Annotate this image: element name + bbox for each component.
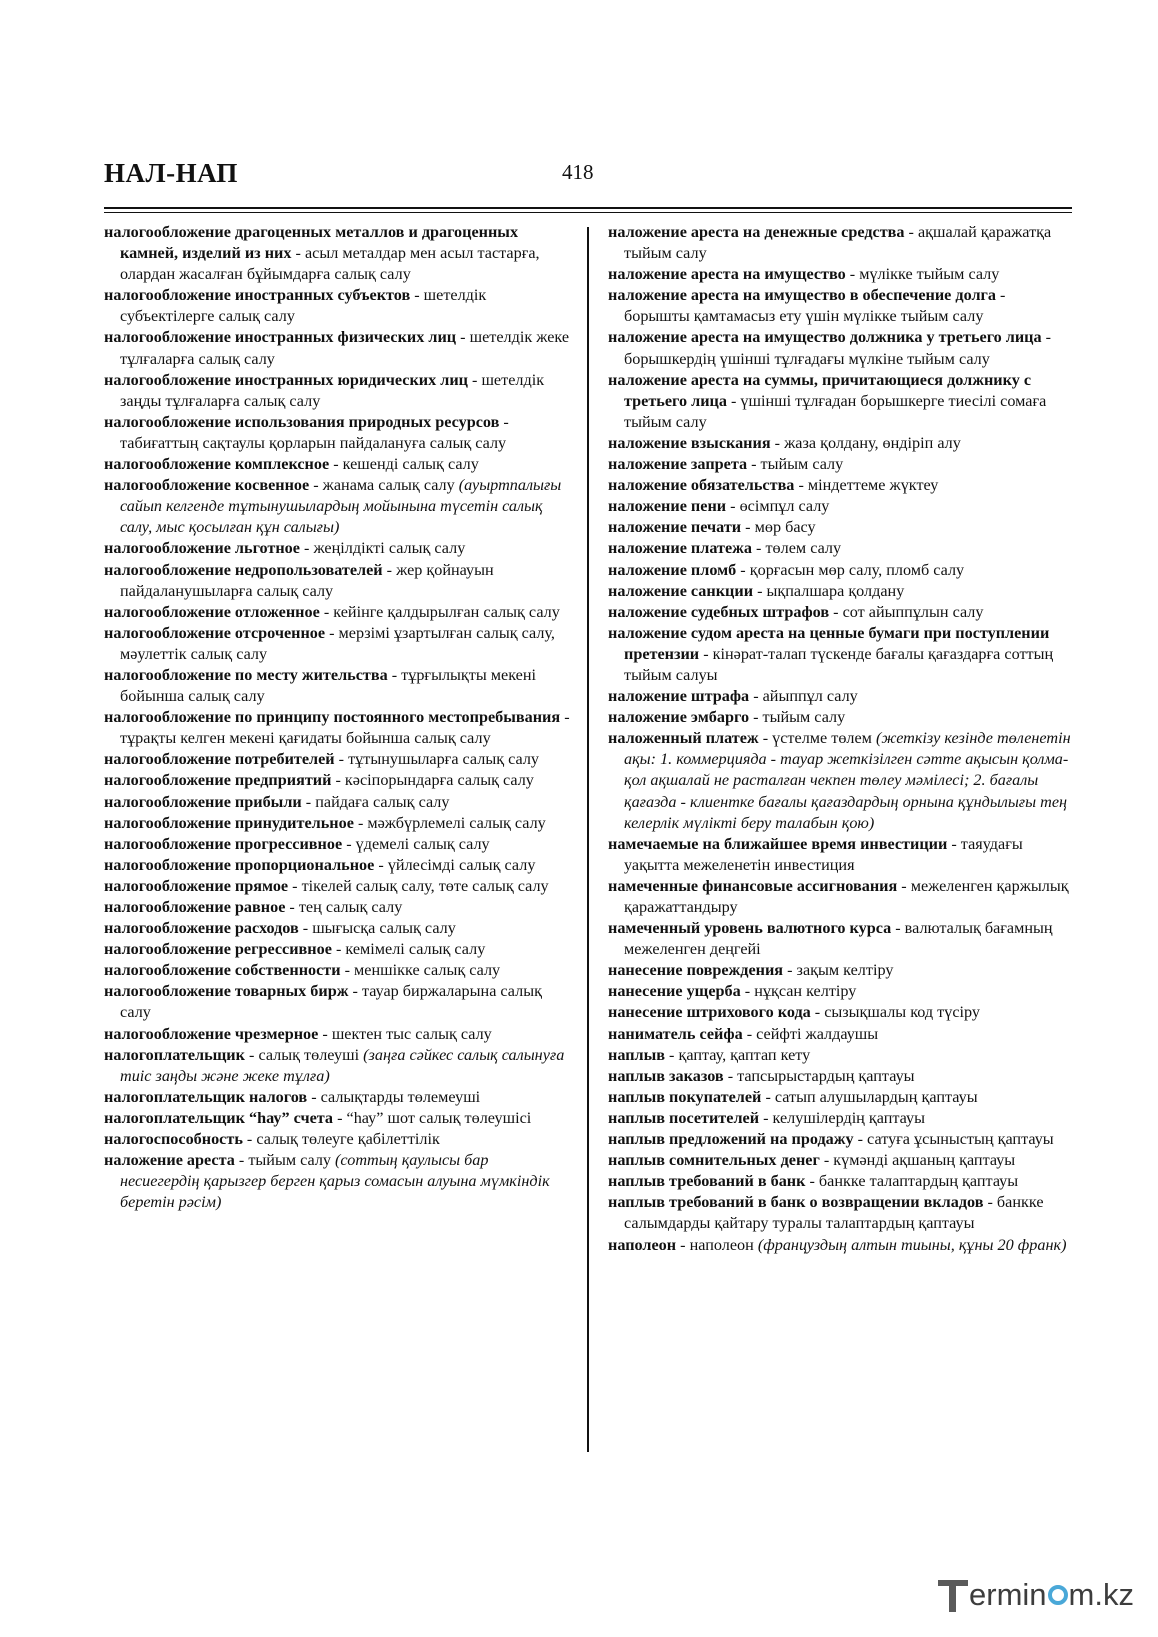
entry-term: налогообложение принудительное: [104, 813, 354, 832]
dictionary-entry: [608, 560, 1074, 581]
dictionary-entry: [608, 602, 1074, 623]
dictionary-entry: [608, 1024, 1074, 1045]
entry-definition: - үстелме төлем: [758, 729, 876, 748]
dictionary-entry: [104, 665, 572, 707]
entry-definition: - тұрғылықты мекені бойынша салық салу: [120, 665, 536, 706]
entry-definition: - сейфті жалдаушы: [742, 1024, 879, 1043]
entry-term: налогообложение по принципу постоянного местопребывания: [104, 708, 561, 727]
entry-term: наложение запрета: [608, 455, 748, 474]
entry-note: (француздың алтын тиыны, құны 20 франк): [757, 1235, 1067, 1254]
entry-term: наложение обязательства: [608, 476, 795, 495]
entry-definition: - күмәнді ақшаның қаптауы: [819, 1151, 1016, 1170]
entry-term: наложенный платеж: [608, 729, 759, 748]
dictionary-entry: [104, 834, 572, 855]
entry-term: намечаемые на ближайшее время инвестиции: [608, 834, 948, 853]
entry-term: налогообложение прибыли: [104, 792, 302, 811]
dictionary-entry: [608, 370, 1074, 433]
entry-definition: - пайдаға салық салу: [301, 792, 450, 811]
dictionary-entry: [608, 1108, 1074, 1129]
entry-definition: - сатып алушылардың қаптауы: [761, 1087, 978, 1106]
dictionary-entry: [608, 222, 1074, 264]
dictionary-entry: [104, 960, 572, 981]
entry-definition: - жаза қолдану, өндіріп алу: [770, 433, 961, 452]
entry-term: налогообложение иностранных физических лиц: [104, 328, 457, 347]
entry-definition: - төлем салу: [751, 539, 842, 558]
dictionary-entry: [608, 623, 1074, 686]
entry-definition: - тұтынушыларға салық салу: [334, 750, 540, 769]
dictionary-entry: [608, 433, 1074, 454]
entry-definition: - борышты қамтамасыз ету үшін мүлікке тыйым салу: [624, 286, 1006, 326]
dictionary-entry: [104, 1087, 572, 1108]
entry-definition: - мерзімі ұзартылған салық салу, мәулеттік салық салу: [120, 623, 555, 663]
entry-term: наложение судебных штрафов: [608, 602, 830, 621]
entry-definition: - ақшалай қаражатқа тыйым салу: [624, 223, 1052, 263]
entry-definition: - нұқсан келтіру: [740, 982, 857, 1001]
entry-definition: - үшінші тұлғадан борышкерге тиесілі сомаға тыйым салу: [624, 391, 1047, 431]
entry-term: наложение ареста на имущество в обеспечение долга: [608, 286, 996, 305]
dictionary-entry: [104, 623, 572, 665]
entry-term: наложение пломб: [608, 560, 737, 579]
dictionary-entry: [104, 855, 572, 876]
entry-definition: - тұрақты келген мекені қағидаты бойынша салық салу: [120, 708, 570, 748]
entry-definition: - ықпалшара қолдану: [753, 581, 905, 600]
entry-definition: - табиғаттың сақтаулы қорларын пайдалануға салық салу: [120, 412, 509, 452]
entry-term: налогообложение использования природных ресурсов: [104, 412, 500, 431]
entry-definition: - меншікке салық салу: [340, 961, 501, 980]
entry-term: намеченные финансовые ассигнования: [608, 876, 898, 895]
dictionary-entry: [104, 285, 572, 327]
entry-term: наложение ареста на имущество должника у третьего лица: [608, 328, 1042, 347]
dictionary-entry: [608, 517, 1074, 538]
entry-term: нанесение ущерба: [608, 982, 741, 1001]
page-title: НАЛ-НАП: [104, 158, 238, 188]
dictionary-entry: [104, 749, 572, 770]
entry-term: наплыв требований в банк: [608, 1172, 806, 1191]
entry-definition: - мөр басу: [741, 518, 816, 537]
left-column: [104, 222, 572, 1213]
page-number: 418: [562, 160, 594, 184]
entry-definition: - үдемелі салық салу: [342, 834, 490, 853]
dictionary-entry: [608, 496, 1074, 517]
dictionary-entry: [608, 686, 1074, 707]
entry-term: наплыв заказов: [608, 1066, 724, 1085]
dictionary-entry: [608, 834, 1074, 876]
dictionary-entry: [104, 327, 572, 369]
dictionary-entry: [104, 707, 572, 749]
entry-term: наложение ареста на денежные средства: [608, 223, 905, 241]
entry-note: (ауыртпалығы сайып келгенде тұтынушылардың мойынына түсетін салық салу, мыс қосылған құн салығы): [120, 476, 562, 537]
entry-term: наложение эмбарго: [608, 708, 750, 727]
entry-definition: - міндеттеме жүктеу: [794, 476, 939, 495]
dictionary-entry: [608, 538, 1074, 559]
dictionary-entry: [104, 939, 572, 960]
dictionary-entry: [104, 1045, 572, 1087]
entry-definition: - үйлесімді салық салу: [374, 855, 536, 874]
dictionary-entry: [104, 560, 572, 602]
entry-term: налогообложение отложенное: [104, 602, 320, 621]
entry-term: наплыв требований в банк о возвращении вкладов: [608, 1193, 984, 1212]
dictionary-entry: [104, 1129, 572, 1150]
entry-term: налогообложение регрессивное: [104, 940, 332, 959]
dictionary-entry: [608, 285, 1074, 327]
dictionary-entry: [608, 876, 1074, 918]
entry-definition: - тыйым салу: [234, 1151, 336, 1170]
dictionary-entry: [608, 1150, 1074, 1171]
entry-term: налогообложение косвенное: [104, 476, 310, 495]
entry-term: налогообложение потребителей: [104, 750, 335, 769]
dictionary-entry: [104, 475, 572, 538]
entry-definition: - тыйым салу: [747, 455, 844, 474]
entry-definition: - тыйым салу: [749, 708, 846, 727]
entry-definition: - өсімпұл салу: [726, 497, 830, 516]
entry-term: налогообложение иностранных юридических лиц: [104, 370, 468, 389]
entry-term: наплыв сомнительных денег: [608, 1151, 820, 1170]
entry-definition: - кемімелі салық салу: [331, 940, 486, 959]
entry-term: налогоплательщик налогов: [104, 1087, 308, 1106]
dictionary-entry: [608, 1129, 1074, 1150]
entry-term: налогоспособность: [104, 1130, 243, 1149]
entry-definition: - борышкердің үшінші тұлғадағы мүлкіне тыйым салу: [624, 328, 1052, 368]
entry-term: наложение печати: [608, 518, 742, 537]
dictionary-entry: [608, 728, 1074, 833]
entry-definition: - сот айыппұлын салу: [829, 602, 984, 621]
entry-definition: - кәсіпорындарға салық салу: [331, 771, 534, 790]
entry-definition: - наполеон: [676, 1235, 758, 1254]
dictionary-entry: [104, 454, 572, 475]
entry-definition: - салықтарды төлемеуші: [307, 1087, 481, 1106]
header-rule-thick: [104, 207, 1072, 209]
header-rule-thin: [104, 212, 1072, 213]
right-column: [608, 222, 1074, 1256]
entry-term: наниматель сейфа: [608, 1024, 743, 1043]
entry-definition: - мәжбүрлемелі салық салу: [353, 813, 546, 832]
entry-definition: - кінәрат-талап түскенде бағалы қағаздарға соттың тыйым салуы: [624, 644, 1054, 684]
entry-term: налогообложение льготное: [104, 539, 300, 558]
entry-definition: - шетелдік заңды тұлғаларға салық салу: [120, 370, 545, 410]
dictionary-entry: [104, 370, 572, 412]
entry-term: намеченный уровень валютного курса: [608, 919, 892, 938]
entry-term: наложение штрафа: [608, 687, 750, 706]
watermark-text-after: m.kz: [1068, 1577, 1134, 1612]
entry-definition: - мүлікке тыйым салу: [845, 265, 1000, 284]
dictionary-entry: [104, 813, 572, 834]
entry-term: налогообложение по месту жительства: [104, 665, 388, 684]
entry-definition: - межеленген қаржылық қаражаттандыру: [624, 876, 1069, 916]
entry-term: наложение взыскания: [608, 433, 771, 452]
entry-definition: - тікелей салық салу, төте салық салу: [288, 876, 549, 895]
entry-term: наплыв покупателей: [608, 1087, 762, 1106]
dictionary-entry: [104, 602, 572, 623]
entry-definition: - тауар биржаларына салық салу: [120, 982, 542, 1022]
entry-term: наплыв предложений на продажу: [608, 1130, 854, 1149]
dictionary-entry: [608, 1235, 1074, 1256]
entry-term: налогообложение товарных бирж: [104, 982, 349, 1001]
dictionary-entry: [608, 264, 1074, 285]
dictionary-entry: [608, 1087, 1074, 1108]
entry-definition: - шетелдік жеке тұлғаларға салық салу: [120, 328, 570, 368]
entry-definition: - таяудағы уақытта межеленетін инвестиция: [624, 834, 1023, 874]
dictionary-entry: [104, 876, 572, 897]
dictionary-entry: [608, 981, 1074, 1002]
entry-term: налогоплательщик “hау” счета: [104, 1108, 334, 1127]
dictionary-entry: [608, 1192, 1074, 1234]
entry-term: наложение ареста: [104, 1151, 235, 1170]
entry-term: налогообложение пропорциональное: [104, 855, 375, 874]
dictionary-entry: [104, 412, 572, 454]
entry-definition: - жер қойнауын пайдаланушыларға салық салу: [120, 560, 494, 600]
entry-note: (соттың қаулысы бар несиегердің қарызгер берген қарыз сомасын алуына мүмкіндік беретін рәсім): [120, 1151, 550, 1212]
entry-definition: - жанама салық салу: [309, 476, 459, 495]
entry-term: наложение пени: [608, 497, 727, 516]
dictionary-entry: [608, 475, 1074, 496]
entry-term: налогообложение чрезмерное: [104, 1024, 319, 1043]
entry-definition: - салық төлеуші: [244, 1045, 364, 1064]
entry-term: налогообложение недропользователей: [104, 560, 383, 579]
dictionary-entry: [608, 1045, 1074, 1066]
entry-definition: - салық төлеуге қабілеттілік: [242, 1130, 440, 1149]
entry-definition: - “hау” шот салық төлеушісі: [333, 1108, 532, 1127]
entry-term: налогообложение драгоценных металлов и драгоценных камней, изделий из них: [104, 223, 519, 263]
entry-term: налогоплательщик: [104, 1045, 245, 1064]
entry-definition: - валюталық бағамның межеленген деңгейі: [624, 919, 1053, 959]
t-letter-icon: [938, 1578, 968, 1612]
entry-term: налогообложение иностранных субъектов: [104, 286, 411, 305]
dictionary-entry: [608, 960, 1074, 981]
dictionary-entry: [608, 707, 1074, 728]
entry-definition: - сызықшалы код түсіру: [810, 1003, 980, 1022]
entry-definition: - банкке салымдарды қайтару туралы талаптардың қаптауы: [624, 1193, 1044, 1233]
entry-definition: - қорғасын мөр салу, пломб салу: [736, 560, 965, 579]
entry-term: наплыв: [608, 1045, 665, 1064]
dictionary-entry: [608, 1066, 1074, 1087]
watermark-text-before: ermin: [969, 1577, 1047, 1612]
entry-definition: - шектен тыс салық салу: [318, 1024, 492, 1043]
column-divider: [587, 227, 589, 1452]
dictionary-entry: [104, 897, 572, 918]
entry-note: (заңға сәйкес салық салынуға тиіс заңды және жеке тұлға): [120, 1045, 565, 1085]
entry-term: наложение ареста на суммы, причитающиеся должнику с третьего лица: [608, 370, 1032, 410]
entry-term: налогообложение собственности: [104, 961, 341, 980]
entry-note: (жеткізу кезінде төленетін ақы: 1. коммерцияда - тауар жеткізілген сәтте ақысын қолма-қол ақшалай не расталған чекпен төлеу мәмілесі; 2. бағалы қағазда - клиентке бағалы қағаздардың орнына құндылығы тең келерлік мүлікті беру талабын қою): [624, 729, 1071, 832]
entry-term: налогообложение комплексное: [104, 455, 330, 474]
dictionary-entry: [104, 770, 572, 791]
entry-term: налогообложение прямое: [104, 876, 289, 895]
entry-definition: - сатуға ұсыныстың қаптауы: [853, 1130, 1054, 1149]
dictionary-entry: [608, 327, 1074, 369]
ring-icon: [1048, 1585, 1068, 1605]
dictionary-entry: [608, 1002, 1074, 1023]
entry-term: наплыв посетителей: [608, 1108, 760, 1127]
entry-definition: - асыл металдар мен асыл тастарға, олардан жасалған бұйымдарға салық салу: [120, 244, 540, 284]
entry-term: наложение ареста на имущество: [608, 265, 846, 284]
dictionary-entry: [104, 538, 572, 559]
entry-term: налогообложение расходов: [104, 919, 299, 938]
dictionary-entry: [104, 1024, 572, 1045]
entry-term: наполеон: [608, 1235, 677, 1254]
entry-definition: - зақым келтіру: [783, 961, 894, 980]
entry-term: наложение санкции: [608, 581, 754, 600]
entry-definition: - тапсырыстардың қаптауы: [723, 1066, 915, 1085]
entry-term: налогообложение предприятий: [104, 771, 332, 790]
dictionary-entry: [104, 918, 572, 939]
entry-term: нанесение штрихового кода: [608, 1003, 811, 1022]
entry-definition: - шетелдік субъектілерге салық салу: [120, 286, 487, 326]
entry-definition: - кешенді салық салу: [329, 455, 479, 474]
dictionary-entry: [104, 981, 572, 1023]
entry-definition: - қаптау, қаптап кету: [665, 1045, 811, 1064]
entry-term: наложение судом ареста на ценные бумаги при поступлении претензии: [608, 623, 1050, 663]
dictionary-entry: [608, 581, 1074, 602]
entry-definition: - шығысқа салық салу: [298, 919, 456, 938]
entry-definition: - жеңілдікті салық салу: [299, 539, 466, 558]
dictionary-entry: [104, 1150, 572, 1213]
dictionary-entry: [608, 1171, 1074, 1192]
dictionary-entry: [104, 222, 572, 285]
entry-term: налогообложение отсроченное: [104, 623, 326, 642]
entry-term: нанесение повреждения: [608, 961, 784, 980]
dictionary-entry: [104, 1108, 572, 1129]
watermark-logo: [938, 1573, 1134, 1617]
entry-definition: - айыппұл салу: [749, 687, 858, 706]
entry-definition: - банкке талаптардың қаптауы: [805, 1172, 1019, 1191]
dictionary-entry: [608, 918, 1074, 960]
dictionary-entry: [104, 792, 572, 813]
entry-definition: - тең салық салу: [285, 898, 403, 916]
entry-term: наложение платежа: [608, 539, 752, 558]
entry-term: налогообложение равное: [104, 898, 286, 916]
entry-term: налогообложение прогрессивное: [104, 834, 343, 853]
entry-definition: - келушілердің қаптауы: [759, 1108, 925, 1127]
dictionary-entry: [608, 454, 1074, 475]
entry-definition: - кейінге қалдырылған салық салу: [319, 602, 560, 621]
